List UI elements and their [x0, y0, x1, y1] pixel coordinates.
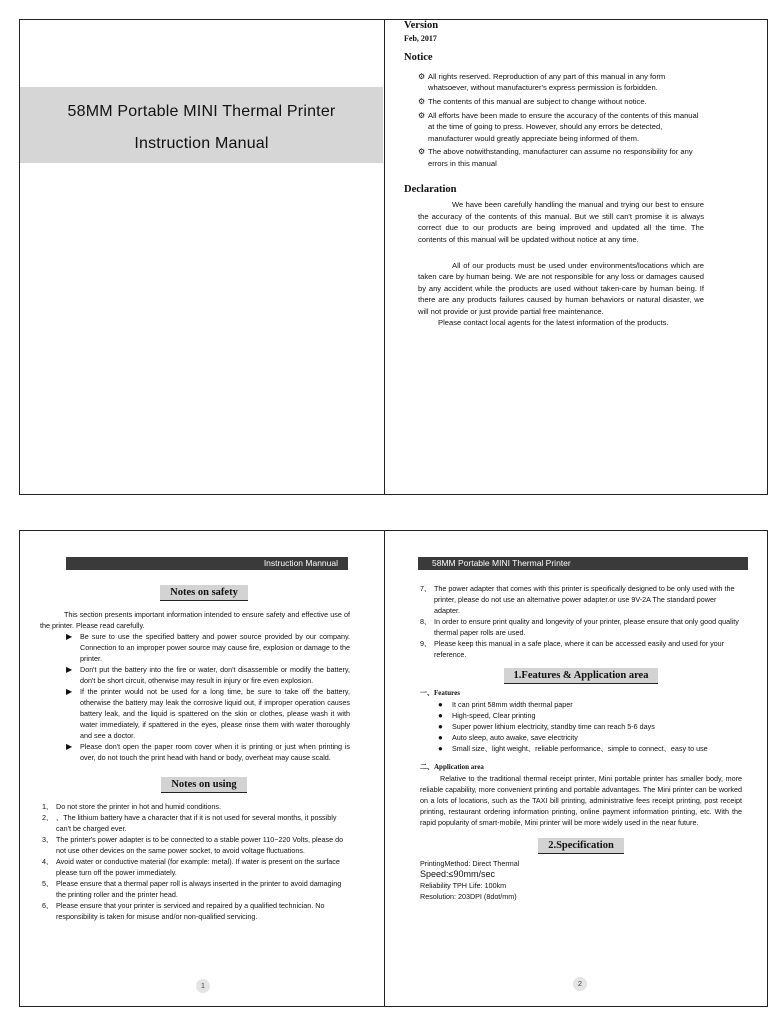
page2-content — [420, 583, 742, 902]
cover-title-band — [20, 87, 383, 163]
dot-bullet-icon: ● — [438, 722, 443, 731]
bottom-spread — [19, 530, 768, 1007]
features-heading: 1.Features & Application area — [504, 668, 659, 684]
page1-header-band: Instruction Mannual — [66, 557, 348, 570]
triangle-bullet-icon: ▶ — [66, 632, 73, 641]
safety-item: ▶ Be sure to use the specified battery and power source provided by our company. Connection to an improper power source may cause fire, explosion or damage to the printer. — [66, 632, 350, 663]
spine-divider — [384, 20, 385, 494]
application-text: Relative to the traditional thermal receipt printer, Mini portable printer has smaller body, more reliable capability, more convenient printing and portable advantages. The Mini printer can be worked on a lots of locations, such as the TAXI bill printing, administrative fees receipt printing, post receipt printing, restaurant ordering information printing, online payment information printing, etc. With the rapid popularity of smart-mobile, Mini printer will be more widely used in the near future. — [420, 774, 742, 827]
notice-item: ⚙ All efforts have been made to ensure the accuracy of the contents of this manual at the time of going to press. However, should any errors be detected, manufacturer would greatly appreciate being informed of them. — [418, 110, 699, 143]
page1-content — [40, 585, 350, 922]
declaration-heading: Declaration — [404, 183, 457, 195]
using-item: 1、 Do not store the printer in hot and humid conditions. — [42, 802, 222, 811]
dot-bullet-icon: ● — [438, 733, 443, 742]
page2-header-band: 58MM Portable MINI Thermal Printer — [418, 557, 748, 570]
notice-heading: Notice — [404, 52, 433, 64]
triangle-bullet-icon: ▶ — [66, 742, 73, 751]
dot-bullet-icon: ● — [438, 700, 443, 709]
using-item: 4、 Avoid water or conductive material (for example: metal). If water is present on the surface please turn off the power immediately. — [42, 857, 340, 877]
safety-item: ▶ Please don't open the paper room cover when it is printing or just when printing is over, do not touch the print head with hand or body, overheat may cause scald. — [66, 742, 350, 762]
declaration-paragraph: All of our products must be used under environments/locations which are taken care by human being. We are not responsible for any loss or damages caused by any accident while the products are used without taken-care by human being. If there are any products failures caused by human behaviors or natural disaster, we will not provide or just provide partial free maintenance. — [418, 260, 704, 316]
cover-title-line1: 58MM Portable MINI Thermal Printer — [67, 103, 336, 120]
declaration-paragraph: We have been carefully handling the manual and trying our best to ensure the accuracy of the contents of this manual. But we still can't promise it is always correct due to our products are being improved and updated all the time. The contents of this manual will be updated without notice at any time. — [418, 200, 704, 244]
spec-item: PrintingMethod: Direct Thermal — [420, 859, 520, 868]
spine-divider — [384, 531, 385, 1006]
gear-bullet-icon: ⚙ — [418, 110, 426, 120]
continued-item: 9、 Please keep this manual in a safe place, where it can be accessed easily and used for your reference. — [420, 639, 725, 659]
continued-item: 8、 In order to ensure print quality and longevity of your printer, please ensure that only good quality thermal paper rolls are used. — [420, 617, 739, 637]
notice-item: ⚙ The above notwithstanding, manufacturer can assume no responsibility for any errors in this manual — [418, 147, 693, 168]
notice-item: ⚙ All rights reserved. Reproduction of any part of this manual in any form whatsoever, without manufacturer's express permission is forbidden. — [418, 71, 666, 93]
triangle-bullet-icon: ▶ — [66, 687, 73, 696]
feature-item: ● Super power lithium electricity, standby time can reach 5-6 days — [438, 722, 655, 731]
using-item: 5、 Please ensure that a thermal paper roll is always inserted in the printer to avoid damaging the printing roller and the printer head. — [42, 879, 342, 899]
specification-heading: 2.Specification — [538, 838, 624, 854]
safety-intro: This section presents important information intended to ensure safety and effective use of the printer. Please read carefully. — [40, 610, 350, 630]
using-item: 2、 、The lithium battery have a character that if it is not used for several months, it possibly can't be charged ever. — [42, 813, 337, 833]
using-item: 3、 The printer's power adapter is to be connected to a stable power 110~220 Volts, please do not use other devices on the same power socket, to avoid voltage fluctuations. — [42, 835, 344, 855]
safety-heading: Notes on safety — [160, 585, 248, 601]
page-number-2: 2 — [573, 977, 587, 991]
continued-item: 7、 The power adapter that comes with this printer is specifically designed to be only used with the printer, please do not use an alternative power adapter.or use 9V-2A The standard power adapter. — [420, 584, 735, 615]
triangle-bullet-icon: ▶ — [66, 665, 73, 674]
feature-item: ● It can print 58mm width thermal paper — [438, 700, 573, 709]
gear-bullet-icon: ⚙ — [418, 96, 426, 106]
features-subheading: 一、Features — [420, 689, 460, 697]
spec-item: Resolution: 203DPI (8dot/mm) — [420, 892, 517, 901]
dot-bullet-icon: ● — [438, 744, 443, 753]
notice-item: ⚙ The contents of this manual are subject to change without notice. — [418, 96, 647, 106]
dot-bullet-icon: ● — [438, 711, 443, 720]
gear-bullet-icon: ⚙ — [418, 71, 426, 81]
feature-item: ● Small size、light weight、reliable performance、simple to connect、easy to use — [438, 744, 708, 753]
declaration-contact: Please contact local agents for the latest information of the products. — [438, 318, 669, 328]
page-number-1: 1 — [196, 979, 210, 993]
feature-item: ● High-speed, Clear printing — [438, 711, 536, 720]
spec-item: Reliability TPH Life: 100km — [420, 881, 507, 890]
gear-bullet-icon: ⚙ — [418, 147, 426, 157]
cover-title-line2: Instruction Manual — [134, 135, 269, 152]
using-heading: Notes on using — [161, 777, 246, 793]
version-date: Feb, 2017 — [404, 33, 437, 43]
version-heading: Version — [404, 20, 439, 31]
feature-item: ● Auto sleep, auto awake, save electricity — [438, 733, 578, 742]
using-item: 6、 Please ensure that your printer is serviced and repaired by a qualified technician. No responsibility is taken for misuse and/or non-qualified servicing. — [42, 901, 325, 921]
version-page — [404, 20, 704, 329]
safety-item: ▶ Don't put the battery into the fire or water, don't disassemble or modify the battery, don't be short circuit, otherwise may result in injury or fire even explosion. — [66, 665, 350, 685]
safety-item: ▶ If the printer would not be used for a long time, be sure to take off the battery, otherwise the battery may leak the corrosive liquid out, if improper operation causes battery leak, and the liquid is spattered on the skin or clothes, please wash it with water immediately, if spattered in the eyes, please rinse them with water thoroughly and see a doctor. — [66, 687, 350, 740]
spec-item: Speed:≤90mm/sec — [420, 869, 495, 879]
application-subheading: 二、Application area — [420, 763, 484, 771]
